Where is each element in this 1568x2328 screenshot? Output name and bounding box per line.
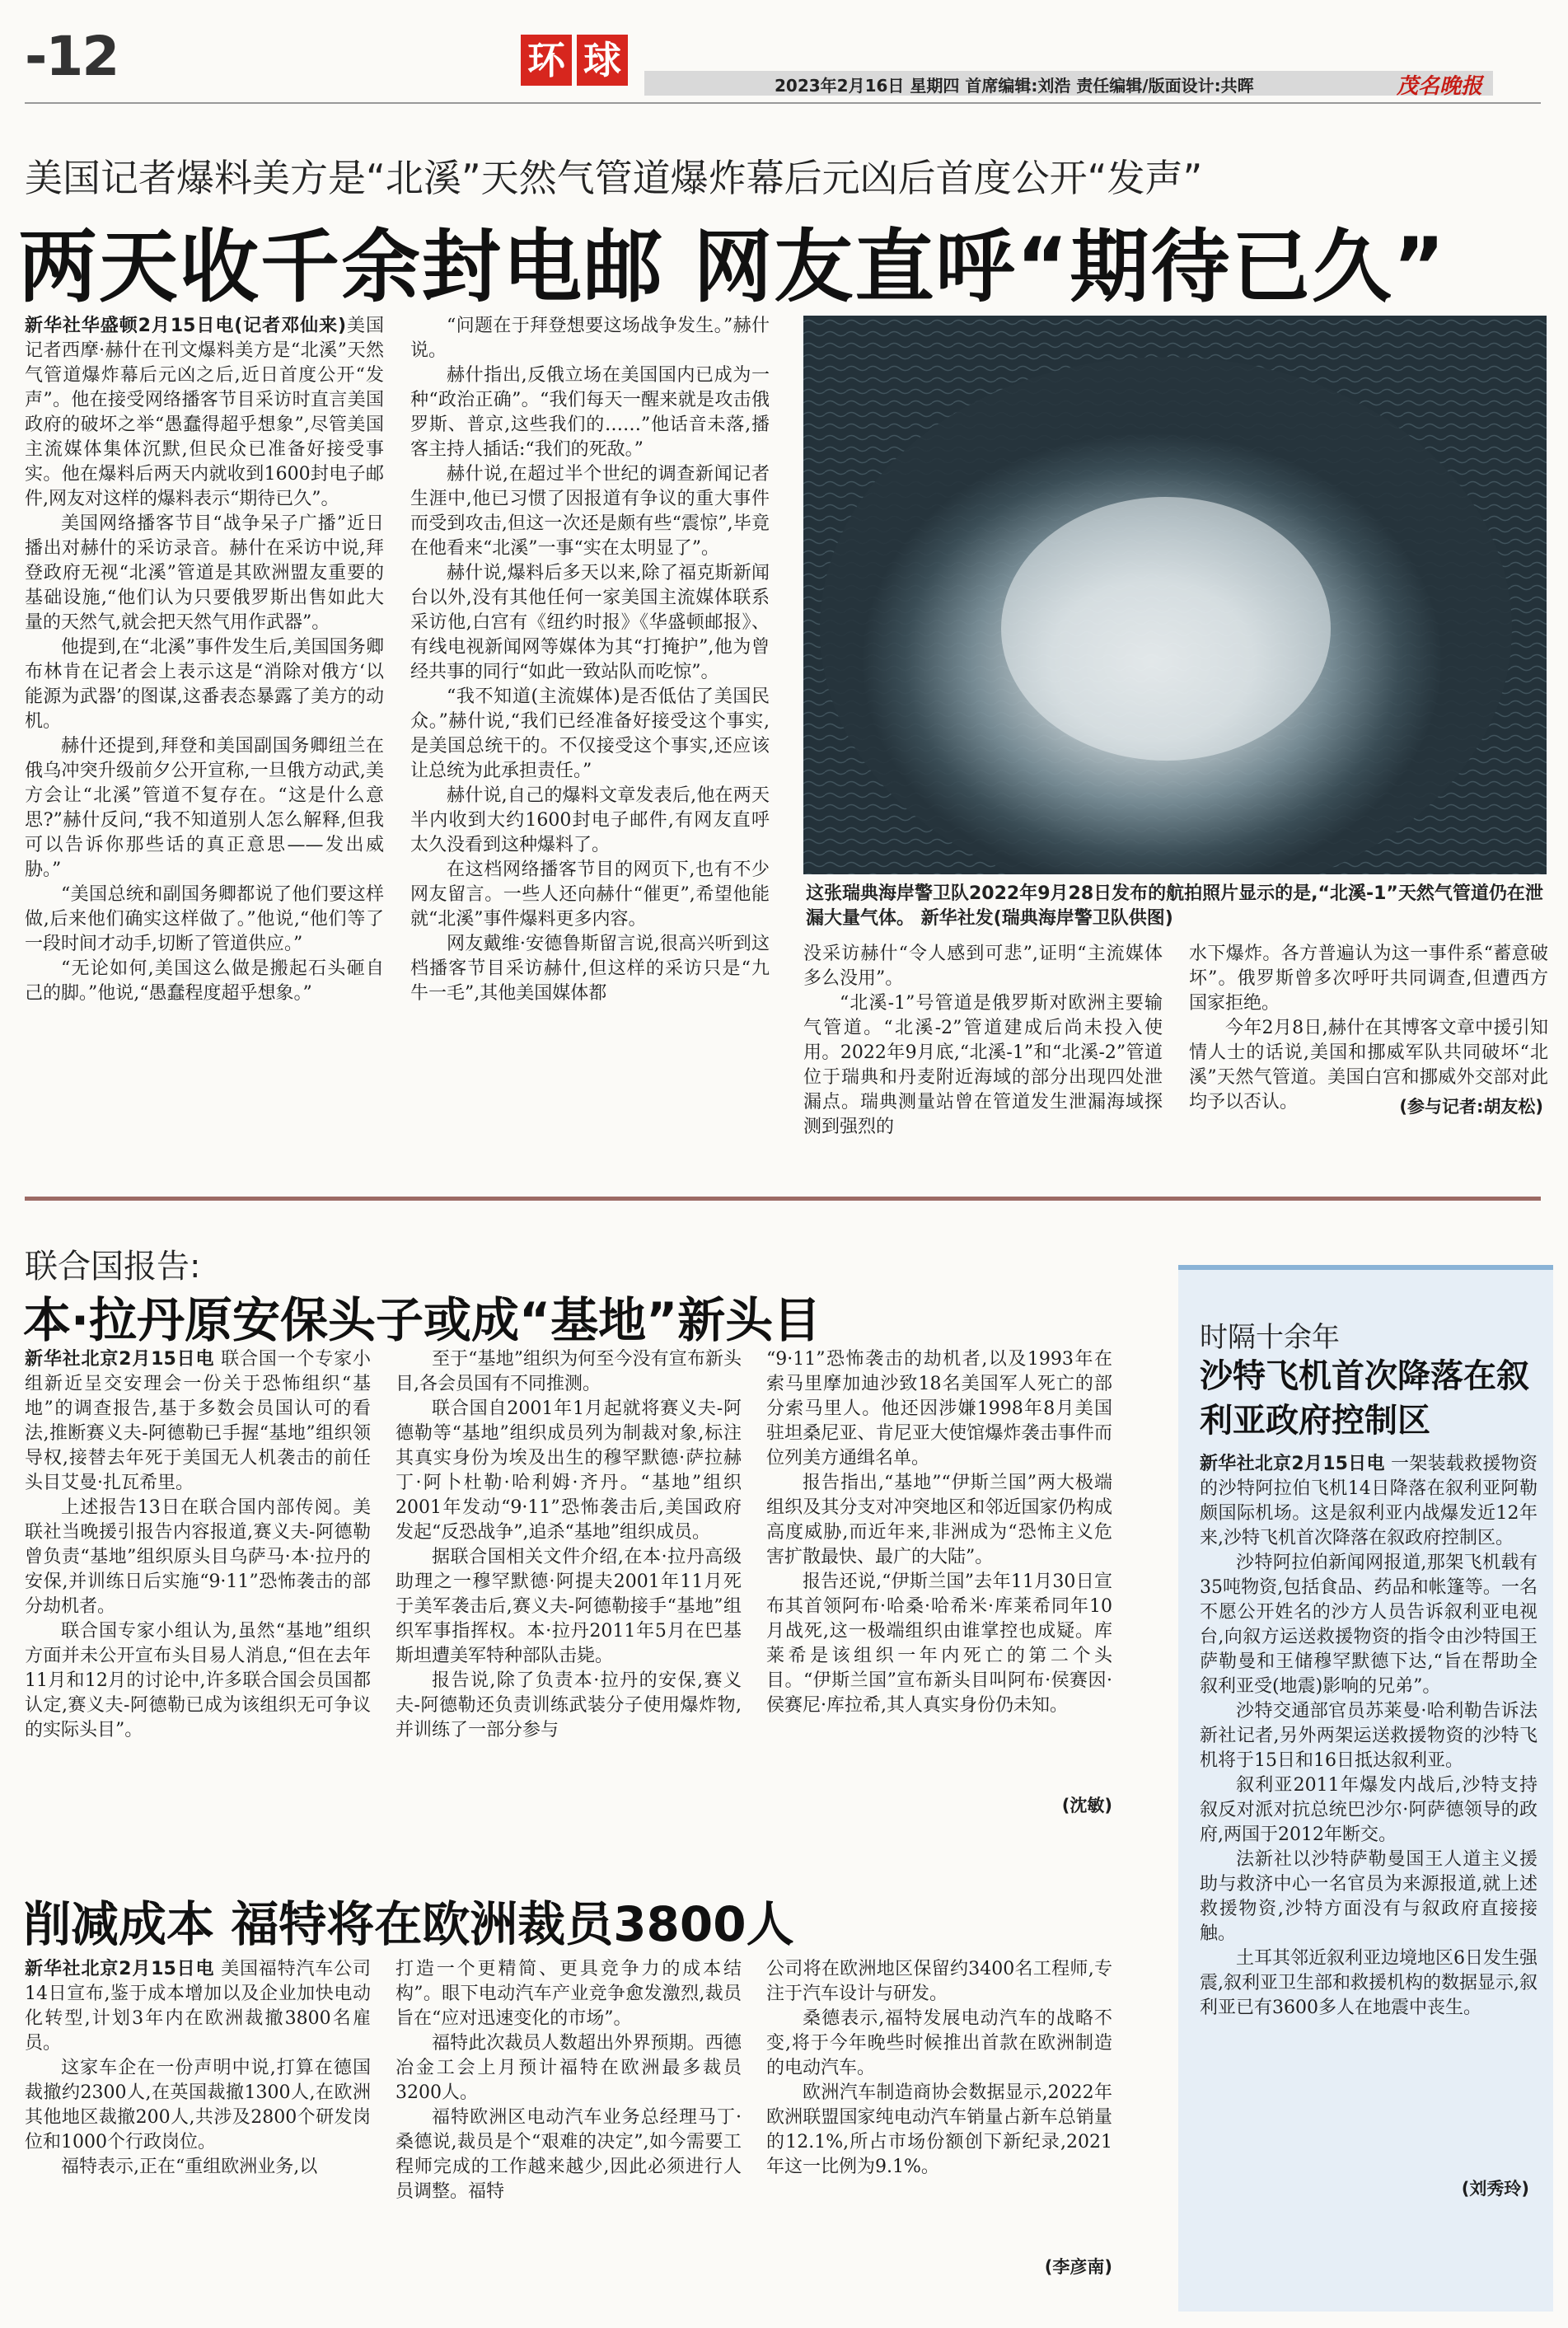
paragraph-text: 福特此次裁员人数超出外界预期。西德冶金工会上月预计福特在欧洲最多裁员3200人。	[396, 2033, 742, 2103]
paragraph-text: 福特欧洲区电动汽车业务总经理马丁·桑德说,裁员是个“艰难的决定”,如今需要工程师完成的工作越来越少,因此必须进行人员调整。福特	[396, 2107, 742, 2202]
paragraph	[25, 635, 384, 734]
paper-logo: 茂名晚报	[1397, 74, 1483, 99]
paragraph-text: 赫什还提到,拜登和美国副国务卿纽兰在俄乌冲突升级前夕公开宣称,一旦俄方动武,美方会让“北溪”管道不复存在。“这是什么意思?”赫什反问,“我不知道别人怎么解释,但我可以告诉你那些话的真正意思——发出威胁。”	[25, 736, 384, 880]
paragraph	[25, 883, 384, 957]
paragraph	[25, 1496, 371, 1619]
story1-column-2	[410, 314, 770, 1006]
paragraph-text: “美国总统和副国务卿都说了他们要这样做,后来他们确实这样做了。”他说,“他们等了一段时间才动手,切断了管道供应。”	[25, 884, 384, 954]
paragraph-text: 在这档网络播客节目的网页下,也有不少网友留言。一些人还向赫什“催更”,希望他能就“北溪”事件爆料更多内容。	[410, 860, 770, 930]
paragraph-text: 叙利亚2011年爆发内战后,沙特支持叙反对派对抗总统巴沙尔·阿萨德领导的政府,两国于2012年断交。	[1200, 1775, 1538, 1845]
paragraph	[396, 1669, 742, 1743]
paragraph-text: 报告说,除了负责本·拉丹的安保,赛义夫-阿德勒还负责训练武装分子使用爆炸物,并训练了一部分参与	[396, 1670, 742, 1740]
paragraph-text: 没采访赫什“令人感到可悲”,证明“主流媒体多么没用”。	[803, 944, 1163, 989]
paragraph	[25, 957, 384, 1006]
page-number: -12	[25, 25, 119, 88]
paragraph	[25, 734, 384, 883]
paragraph-text: 他提到,在“北溪”事件发生后,美国国务卿布林肯在记者会上表示这是“消除对俄方‘以能源为武器’的图谋,这番表态暴露了美方的动机。	[25, 637, 384, 732]
dateline: 新华社北京2月15日电	[25, 1959, 215, 1979]
story2-credit: (沈敏)	[1061, 1796, 1112, 1815]
dateline: 新华社北京2月15日电	[25, 1349, 215, 1370]
paragraph-text: “无论如何,美国这么做是搬起石头砸自己的脚。”他说,“愚蠢程度超乎想象。”	[25, 958, 384, 1004]
section-char-2: 球	[577, 35, 628, 86]
paragraph	[766, 2007, 1112, 2081]
paragraph-text: 打造一个更精简、更具竞争力的成本结构”。眼下电动汽车产业竞争愈发激烈,裁员旨在“应对迅速变化的市场”。	[396, 1959, 742, 2029]
paragraph-text: 土耳其邻近叙利亚边境地区6日发生强震,叙利亚卫生部和救援机构的数据显示,叙利亚已有3600多人在地震中丧生。	[1200, 1948, 1538, 2018]
photo-caption: 这张瑞典海岸警卫队2022年9月28日发布的航拍照片显示的是,“北溪-1”天然气管道仍在泄漏大量气体。 新华社发(瑞典海岸警卫队供图)	[806, 883, 1543, 929]
paragraph	[396, 2106, 742, 2204]
paragraph	[766, 1957, 1112, 2007]
paragraph	[1189, 942, 1548, 1016]
paragraph-text: “北溪-1”号管道是俄罗斯对欧洲主要输气管道。“北溪-2”管道建成后尚未投入使用。2022年9月底,“北溪-1”和“北溪-2”管道位于瑞典和丹麦附近海域的部分出现四处泄漏点。瑞典测量站曾在管道发生泄漏海域探测到强烈的	[803, 993, 1163, 1137]
story1-column-1	[25, 314, 384, 1006]
story2-kicker: 联合国报告:	[25, 1248, 201, 1286]
paragraph	[396, 1957, 742, 2031]
paragraph-text: 沙特阿拉伯新闻网报道,那架飞机载有35吨物资,包括食品、药品和帐篷等。一名不愿公开姓名的沙方人员告诉叙利亚电视台,向叙方运送救援物资的指令由沙特国王萨勒曼和王储穆罕默德下达,“旨在帮助全叙利亚受(地震)影响的兄弟”。	[1200, 1553, 1538, 1697]
story1-headline: 两天收千余封电邮 网友直呼“期待已久”	[18, 221, 1447, 313]
paragraph-text: 据联合国相关文件介绍,在本·拉丹高级助理之一穆罕默德·阿提夫2001年11月死于美军袭击后,赛义夫-阿德勒接手“基地”组织军事指挥权。本·拉丹2011年5月在巴基斯坦遭美军特种部队击毙。	[396, 1547, 742, 1666]
dateline: 新华社华盛顿2月15日电(记者邓仙来)	[25, 316, 347, 336]
paragraph	[803, 991, 1163, 1140]
sidebar-credit: (刘秀玲)	[1461, 2179, 1529, 2199]
paragraph	[766, 1347, 1112, 1471]
section-separator	[25, 1197, 1541, 1201]
story3-headline: 削减成本 福特将在欧洲裁员3800人	[23, 1896, 794, 1952]
paragraph	[410, 685, 770, 784]
paragraph-text: 赫什说,爆料后多天以来,除了福克斯新闻台以外,没有其他任何一家美国主流媒体联系采访他,白宫有《纽约时报》《华盛顿邮报》、有线电视新闻网等媒体为其“打掩护”,他为曾经共事的同行“如此一致站队而吃惊”。	[410, 563, 770, 682]
paragraph	[396, 1397, 742, 1545]
story2-column-2	[396, 1347, 742, 1743]
story1-kicker: 美国记者爆料美方是“北溪”天然气管道爆炸幕后元凶后首度公开“发声”	[25, 156, 1203, 200]
paragraph	[1200, 1773, 1538, 1848]
paragraph-text: 法新社以沙特萨勒曼国王人道主义援助与救济中心一名官员为来源报道,就上述救援物资,沙特方面没有与叙政府直接接触。	[1200, 1849, 1538, 1944]
paragraph	[25, 1957, 371, 2056]
paragraph	[410, 858, 770, 932]
paragraph-text: 一架装载救援物资的沙特阿拉伯飞机14日降落在叙利亚阿勒颇国际机场。这是叙利亚内战爆发近12年来,沙特飞机首次降落在叙政府控制区。	[1200, 1454, 1538, 1548]
story3-credit: (李彦南)	[1044, 2257, 1112, 2277]
paragraph-text: 公司将在欧洲地区保留约3400名工程师,专注于汽车设计与研发。	[766, 1959, 1112, 2004]
paragraph-text: 桑德表示,福特发展电动汽车的战略不变,将于今年晚些时候推出首款在欧洲制造的电动汽车。	[766, 2008, 1112, 2078]
paragraph	[25, 1619, 371, 1743]
story2-column-3	[766, 1347, 1112, 1718]
paragraph	[410, 932, 770, 1006]
story3-column-2	[396, 1957, 742, 2204]
story1-column-3	[803, 942, 1163, 1140]
sidebar-kicker: 时隔十余年	[1200, 1321, 1340, 1354]
paragraph	[1200, 1848, 1538, 1946]
date-line: 2023年2月16日 星期四 首席编辑:刘浩 责任编辑/版面设计:共晖	[775, 76, 1254, 96]
paragraph-text: 至于“基地”组织为何至今没有宣布新头目,各会员国有不同推测。	[396, 1349, 742, 1394]
paragraph-text: 这家车企在一份声明中说,打算在德国裁撤约2300人,在英国裁撤1300人,在欧洲其他地区裁撤200人,共涉及2800个研发岗位和1000个行政岗位。	[25, 2058, 371, 2152]
paragraph-text: 网友戴维·安德鲁斯留言说,很高兴听到这档播客节目采访赫什,但这样的采访只是“九牛一毛”,其他美国媒体都	[410, 934, 770, 1004]
paragraph-text: 联合国专家小组认为,虽然“基地”组织方面并未公开宣布头目易人消息,“但在去年11月和12月的讨论中,许多联合国会员国都认定,赛义夫-阿德勒已成为该组织无可争议的实际头目”。	[25, 1621, 371, 1740]
sidebar-body	[1200, 1452, 1538, 2021]
paragraph	[410, 314, 770, 363]
paragraph	[25, 2155, 371, 2180]
paragraph	[410, 462, 770, 561]
paragraph-text: 水下爆炸。各方普遍认为这一事件系“蓄意破坏”。俄罗斯曾多次呼吁共同调查,但遭西方国家拒绝。	[1189, 944, 1548, 1014]
paragraph-text: 美国网络播客节目“战争呆子广播”近日播出对赫什的采访录音。赫什在采访中说,拜登政府无视“北溪”管道是其欧洲盟友重要的基础设施,“他们认为只要俄罗斯出售如此大量的天然气,就会把天然气用作武器”。	[25, 513, 384, 633]
masthead-rule	[25, 102, 1541, 104]
paragraph-text: 欧洲汽车制造商协会数据显示,2022年欧洲联盟国家纯电动汽车销量占新车总销量的12.1%,所占市场份额创下新纪录,2021年这一比例为9.1%。	[766, 2082, 1112, 2177]
paragraph	[766, 1570, 1112, 1718]
paragraph-text: 赫什说,自己的爆料文章发表后,他在两天半内收到大约1600封电子邮件,有网友直呼太久没看到这种爆料了。	[410, 785, 770, 855]
paragraph	[410, 561, 770, 685]
section-char-1: 环	[521, 35, 572, 86]
pipeline-leak-photo	[803, 316, 1547, 874]
paragraph-text: “9·11”恐怖袭击的劫机者,以及1993年在索马里摩加迪沙致18名美国军人死亡的部分索马里人。他还因涉嫌1998年8月美国驻坦桑尼亚、肯尼亚大使馆爆炸袭击事件而位列美方通缉名单。	[766, 1349, 1112, 1468]
story2-headline: 本·拉丹原安保头子或成“基地”新头目	[23, 1292, 821, 1348]
paragraph	[25, 1347, 371, 1496]
paragraph-text: 赫什指出,反俄立场在美国国内已成为一种“政治正确”。“我们每天一醒来就是攻击俄罗斯、普京,这些我们的……”他话音未落,播客主持人插话:“我们的死敌。”	[410, 365, 770, 460]
paragraph-text: 今年2月8日,赫什在其博客文章中援引知情人士的话说,美国和挪威军队共同破坏“北溪”天然气管道。美国白宫和挪威外交部对此均予以否认。	[1189, 1018, 1548, 1112]
paragraph	[25, 314, 384, 512]
paragraph	[25, 2056, 371, 2155]
story1-credit: (参与记者:胡友松)	[1399, 1097, 1543, 1117]
paragraph	[1200, 1946, 1538, 2021]
paragraph-text: 沙特交通部官员苏莱曼·哈利勒告诉法新社记者,另外两架运送救援物资的沙特飞机将于15日和16日抵达叙利亚。	[1200, 1701, 1538, 1771]
paragraph	[1200, 1699, 1538, 1773]
paragraph-text: 美国记者西摩·赫什在刊文爆料美方是“北溪”天然气管道爆炸幕后元凶之后,近日首度公开“发声”。他在接受网络播客节目采访时直言美国政府的破坏之举“愚蠢得超乎想象”,尽管美国主流媒体集体沉默,但民众已准备好接受事实。他在爆料后两天内就收到1600封电子邮件,网友对这样的爆料表示“期待已久”。	[25, 316, 384, 509]
paragraph-text: 联合国自2001年1月起就将赛义夫-阿德勒等“基地”组织成员列为制裁对象,标注其真实身份为埃及出生的穆罕默德·萨拉赫丁·阿卜杜勒·哈利姆·齐丹。“基地”组织2001年发动“9·11”恐怖袭击后,美国政府发起“反恐战争”,追杀“基地”组织成员。	[396, 1398, 742, 1543]
paragraph	[410, 784, 770, 858]
sidebar-headline: 沙特飞机首次降落在叙利亚政府控制区	[1200, 1357, 1529, 1440]
paragraph-text: “我不知道(主流媒体)是否低估了美国民众。”赫什说,“我们已经准备好接受这个事实,是美国总统干的。不仅接受这个事实,还应该让总统为此承担责任。”	[410, 686, 770, 781]
paragraph	[396, 1347, 742, 1397]
paragraph-text: 上述报告13日在联合国内部传阅。美联社当晚援引报告内容报道,赛义夫-阿德勒曾负责“基地”组织原头目乌萨马·本·拉丹的安保,并训练日后实施“9·11”恐怖袭击的部分劫机者。	[25, 1497, 371, 1617]
paragraph	[1200, 1551, 1538, 1699]
paragraph	[1200, 1452, 1538, 1551]
paragraph-text: 赫什说,在超过半个世纪的调查新闻记者生涯中,他已习惯了因报道有争议的重大事件而受到攻击,但这一次还是颇有些“震惊”,毕竟在他看来“北溪”一事“实在太明显了”。	[410, 464, 770, 559]
paragraph-text: 联合国一个专家小组新近呈交安理会一份关于恐怖组织“基地”的调查报告,基于多数会员国认可的看法,推断赛义夫-阿德勒已手握“基地”组织领导权,接替去年死于美国无人机袭击的前任头目艾曼·扎瓦希里。	[25, 1349, 371, 1493]
paragraph	[766, 2081, 1112, 2180]
paragraph	[396, 1545, 742, 1669]
dateline: 新华社北京2月15日电	[1200, 1454, 1385, 1474]
story2-column-1	[25, 1347, 371, 1743]
story3-column-1	[25, 1957, 371, 2180]
paragraph	[803, 942, 1163, 991]
paragraph-text: 美国福特汽车公司14日宣布,鉴于成本增加以及企业加快电动化转型,计划3年内在欧洲裁撤3800名雇员。	[25, 1959, 371, 2054]
paragraph-text: 福特表示,正在“重组欧洲业务,以	[61, 2157, 318, 2177]
paragraph	[25, 512, 384, 635]
paragraph	[396, 2031, 742, 2106]
paragraph-text: 报告指出,“基地”“伊斯兰国”两大极端组织及其分支对冲突地区和邻近国家仍构成高度威胁,而近年来,非洲成为“恐怖主义危害扩散最快、最广的大陆”。	[766, 1473, 1112, 1567]
paragraph	[766, 1471, 1112, 1570]
story3-column-3	[766, 1957, 1112, 2180]
paragraph	[410, 363, 770, 462]
paragraph-text: “问题在于拜登想要这场战争发生。”赫什说。	[410, 316, 770, 361]
paragraph-text: 报告还说,“伊斯兰国”去年11月30日宣布其首领阿布·哈桑·哈希米·库莱希同年10月战死,这一极端组织由谁掌控也成疑。库莱希是该组织一年内死亡的第二个头目。“伊斯兰国”宣布新头目叫阿布·侯赛因·侯赛尼·库拉希,其人真实身份仍未知。	[766, 1572, 1112, 1716]
story1-column-4	[1189, 942, 1548, 1115]
